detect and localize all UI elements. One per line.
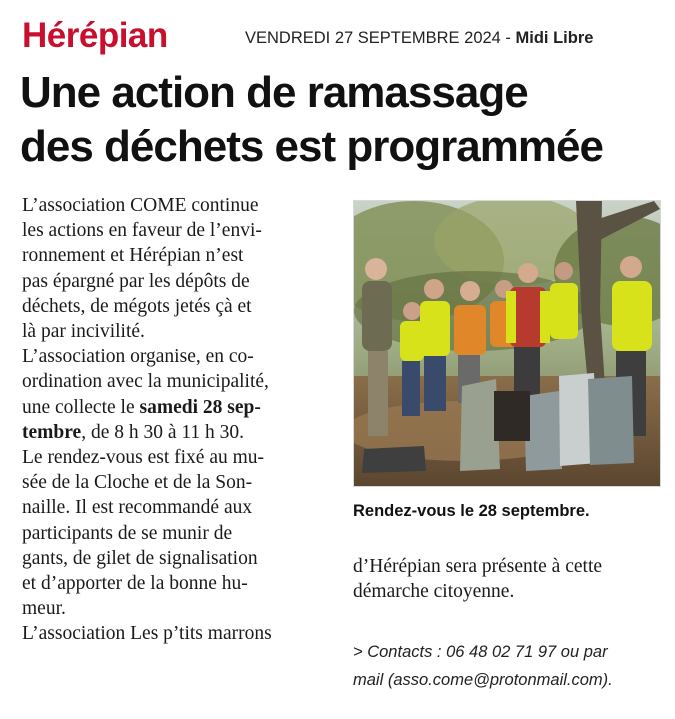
body-line: les actions en faveur de l’envi- (22, 220, 262, 242)
body-line: et d’apporter de la bonne hu- (22, 573, 248, 595)
body-line: meur. (22, 598, 66, 620)
article-body-right-column (353, 554, 659, 604)
paragraph-1 (22, 193, 328, 344)
body-line (22, 420, 328, 445)
event-date-highlight: samedi 28 sep- (139, 396, 261, 418)
volunteers-photo (353, 200, 661, 487)
body-line: L’association Les p’tits marrons (22, 623, 272, 645)
body-line: ordination avec la municipalité, (22, 371, 269, 393)
body-line: participants de se munir de (22, 522, 233, 544)
contact-phone-line: > Contacts : 06 48 02 71 97 ou par (353, 643, 608, 661)
body-line: déchets, de mégots jetés çà et (22, 295, 252, 317)
article-body-left-column (22, 193, 328, 647)
body-line: L’association COME continue (22, 195, 259, 216)
contacts-note (353, 638, 663, 694)
body-line: naille. Il est recommandé aux (22, 497, 253, 519)
publication-name: Midi Libre (515, 29, 594, 47)
body-line: L’association organise, en co- (22, 346, 254, 368)
body-line (22, 395, 328, 420)
dateline (245, 28, 593, 48)
headline-line-2: des déchets est programmée (20, 122, 603, 171)
body-line: d’Hérépian sera présente à cette (353, 556, 603, 577)
body-line: démarche citoyenne. (353, 581, 515, 603)
town-rubric: Hérépian (22, 16, 168, 55)
body-text: une collecte le (22, 396, 140, 418)
photo-illustration (354, 201, 660, 486)
body-line: gants, de gilet de signalisation (22, 547, 258, 569)
event-date-highlight: tembre (22, 421, 82, 443)
body-line: pas épargné par les dépôts de (22, 270, 250, 292)
body-line: Le rendez-vous est fixé au mu- (22, 447, 265, 469)
photo-caption: Rendez-vous le 28 septembre. (353, 502, 590, 520)
headline-line-1: Une action de ramassage (20, 68, 528, 117)
body-line: là par incivilité. (22, 321, 145, 343)
paragraph-3 (22, 445, 328, 621)
body-line: sée de la Cloche et de la Son- (22, 472, 253, 494)
article-headline (20, 66, 660, 174)
paragraph-2 (22, 344, 328, 445)
paragraph-4 (22, 621, 328, 646)
publication-date: VENDREDI 27 SEPTEMBRE 2024 - (245, 29, 516, 47)
body-text: , de 8 h 30 à 11 h 30. (81, 421, 245, 443)
contact-email-line: mail (asso.come@protonmail.com). (353, 671, 613, 689)
body-line: ronnement et Hérépian n’est (22, 245, 244, 267)
